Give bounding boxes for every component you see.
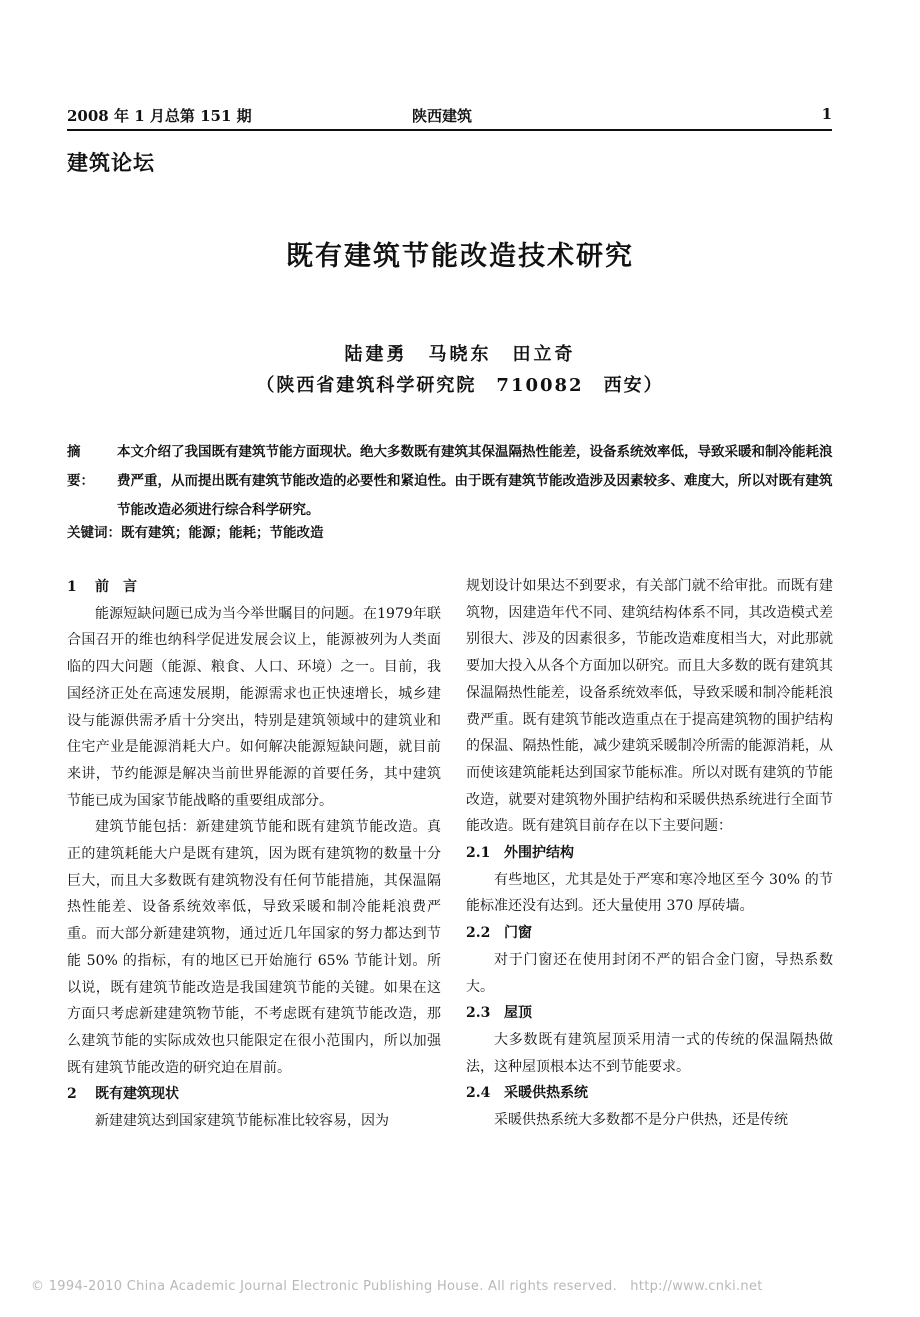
section-2-heading xyxy=(67,1081,441,1108)
paragraph: 大多数既有建筑屋顶采用清一式的传统的保温隔热做法，这种屋顶根本达不到节能要求。 xyxy=(466,1031,833,1075)
section-2-3-title: 屋顶 xyxy=(504,1005,532,1022)
article-title: 既有建筑节能改造技术研究 xyxy=(286,241,634,272)
section-2-4-heading xyxy=(466,1080,833,1107)
paragraph: 建筑节能包括：新建建筑节能和既有建筑节能改造。真正的建筑耗能大户是既有建筑，因为既有建筑物的数量十分巨大，而且大多数既有建筑物没有任何节能措施，其保温隔热性能差、设备系统效率低，导致采暖和制冷能耗浪费严重。而大部分新建建筑物，通过近几年国家的努力都达到节能 50% 的指标，有的地区已开始施行 65% 节能计划。所以说，既有建筑节能改造是我国建筑节能的关键。如果在这方面只考虑新建建筑物节能，不考虑既有建筑节能改造，那么建筑节能的实际成效也只能限定在很小范围内，所以加强既有建筑节能改造的研究迫在眉前。 xyxy=(67,819,441,1076)
paragraph: 能源短缺问题已成为当今举世瞩目的问题。在1979年联合国召开的维也纳科学促进发展会议上，能源被列为人类面临的四大问题（能源、粮食、人口、环境）之一。目前，我国经济正处在高速发展期，能源需求也正快速增长，城乡建设与能源供需矛盾十分突出，特别是建筑领域中的建筑业和住宅产业是能源消耗大户。如何解决能源短缺问题，就目前来讲，节约能源是解决当前世界能源的首要任务，其中建筑节能已成为国家节能战略的重要组成部分。 xyxy=(67,605,441,809)
paragraph: 有些地区，尤其是处于严寒和寒冷地区至今 30% 的节能标准还没有达到。还大量使用 370 厚砖墙。 xyxy=(466,871,833,915)
keywords-text: 既有建筑；能源；能耗；节能改造 xyxy=(121,525,324,541)
paragraph: 规划设计如果达不到要求，有关部门就不给审批。而既有建筑物，因建造年代不同、建筑结构体系不同，其改造模式差别很大、涉及的因素很多，节能改造难度相当大，对此那就要加大投入从各个方面加以研究。而且大多数的既有建筑其保温隔热性能差，设备系统效率低，导致采暖和制冷能耗浪费严重。既有建筑节能改造重点在于提高建筑物的围护结构的保温、隔热性能，减少建筑采暖制冷所需的能源消耗，从而使该建筑能耗达到国家节能标准。所以对既有建筑的节能改造，就要对建筑物外围护结构和采暖供热系统进行全面节能改造。既有建筑目前存在以下主要问题： xyxy=(466,578,833,835)
page-number: 1 xyxy=(821,105,832,123)
section-2-3-number: 2.3 xyxy=(466,1005,491,1022)
keywords-label: 关键词： xyxy=(67,525,121,541)
abstract-text: 本文介绍了我国既有建筑节能方面现状。绝大多数既有建筑其保温隔热性能差，设备系统效率低，导致采暖和制冷能耗浪费严重，从而提出既有建筑节能改造的必要性和紧迫性。由于既有建筑节能改造涉及因素较多、难度大，所以对既有建筑节能改造必须进行综合科学研究。 xyxy=(117,444,833,518)
section-1-number: 1 xyxy=(67,579,77,595)
paragraph: 新建建筑达到国家建筑节能标准比较容易，因为 xyxy=(95,1113,389,1130)
abstract xyxy=(67,438,835,525)
section-2-1-heading xyxy=(466,840,833,867)
section-2-4-number: 2.4 xyxy=(466,1085,491,1102)
abstract-label: 摘 要： xyxy=(67,444,94,489)
section-2-3-heading xyxy=(466,1000,833,1027)
section-2-1-number: 2.1 xyxy=(466,845,491,862)
article-authors: 陆建勇 马晓东 田立奇 xyxy=(344,344,576,365)
left-column xyxy=(67,574,441,1135)
section-1-heading xyxy=(67,574,441,601)
section-2-4-title: 采暖供热系统 xyxy=(504,1085,588,1102)
journal-name: 陕西建筑 xyxy=(412,107,473,125)
keywords xyxy=(67,521,835,541)
right-column xyxy=(466,573,833,1134)
article-affiliation: （陕西省建筑科学研究院 710082 西安） xyxy=(256,375,664,396)
section-2-2-heading xyxy=(466,920,833,947)
running-header xyxy=(67,105,832,127)
section-1-title: 前 言 xyxy=(95,579,137,595)
section-2-2-title: 门窗 xyxy=(504,925,532,942)
paragraph: 采暖供热系统大多数都不是分户供热，还是传统 xyxy=(494,1112,788,1129)
section-2-title: 既有建筑现状 xyxy=(95,1086,179,1103)
section-2-number: 2 xyxy=(67,1086,77,1103)
copyright-footer: © 1994-2010 China Academic Journal Electronic Publishing House. All rights reserved. http://www.cnki.net xyxy=(31,1279,763,1294)
section-2-2-number: 2.2 xyxy=(466,925,491,942)
issue-info: 2008 年 1 月总第 151 期 xyxy=(67,107,252,125)
section-2-1-title: 外围护结构 xyxy=(504,845,574,862)
section-label: 建筑论坛 xyxy=(67,150,155,175)
header-rule xyxy=(67,129,832,131)
paragraph: 对于门窗还在使用封闭不严的铝合金门窗，导热系数大。 xyxy=(466,951,833,995)
